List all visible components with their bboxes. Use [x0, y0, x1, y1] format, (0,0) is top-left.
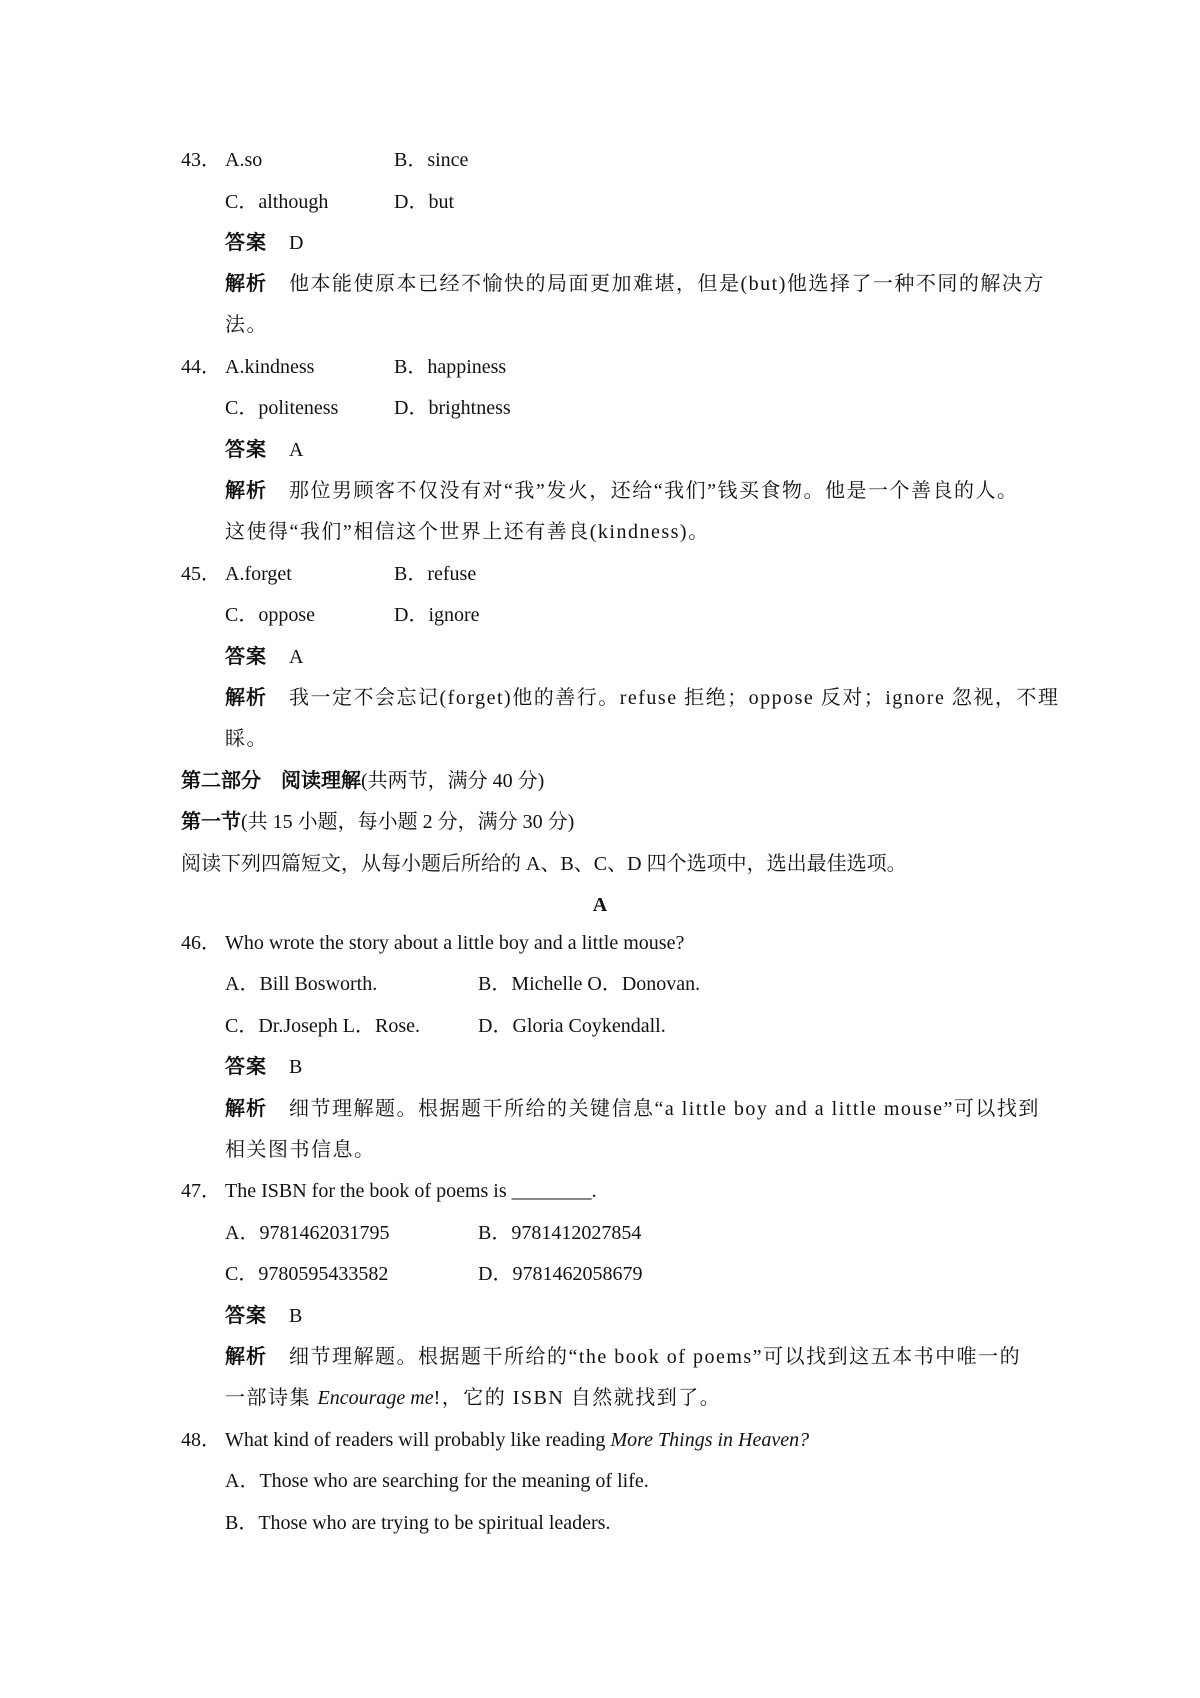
option-b: B．happiness: [394, 356, 507, 378]
answer-label: 答案: [225, 646, 267, 668]
part-score: (共两节，满分 40 分): [361, 770, 545, 792]
question-number: 48．: [181, 1429, 221, 1451]
analysis-label: 解析: [225, 687, 267, 709]
option-b: B．9781412027854: [478, 1222, 642, 1244]
option-d: D．but: [394, 191, 454, 213]
option-a: A.forget: [225, 563, 292, 585]
answer-label: 答案: [225, 439, 267, 461]
option-a: A.kindness: [225, 356, 315, 378]
answer-value: A: [289, 439, 304, 461]
analysis-text-part: 一部诗集: [225, 1387, 318, 1409]
answer-line: [225, 645, 303, 669]
reading-instruction: 阅读下列四篇短文，从每小题后所给的 A、B、C、D 四个选项中，选出最佳选项。: [181, 853, 907, 875]
question-stem: The ISBN for the book of poems is ________.: [225, 1180, 597, 1202]
analysis-line: [225, 686, 1059, 710]
option-c: C．Dr.Joseph L．Rose.: [225, 1015, 420, 1037]
answer-value: A: [289, 646, 304, 668]
question-number: 47．: [181, 1180, 221, 1202]
analysis-text-part: !，它的 ISBN 自然就找到了。: [433, 1387, 722, 1409]
analysis-label: 解析: [225, 480, 267, 502]
part-title: 第二部分 阅读理解: [181, 770, 361, 792]
analysis-text: 他本能使原本已经不愉快的局面更加难堪，但是(but)他选择了一种不同的解决方: [289, 273, 1045, 295]
section-heading: [181, 810, 574, 834]
answer-value: B: [289, 1305, 303, 1327]
analysis-text-continued: 相关图书信息。: [225, 1139, 376, 1161]
option-b: B．refuse: [394, 563, 477, 585]
analysis-label: 解析: [225, 1346, 267, 1368]
analysis-text: 我一定不会忘记(forget)他的善行。refuse 拒绝；oppose 反对；ignore 忽视，不理: [289, 687, 1060, 709]
analysis-text: 那位男顾客不仅没有对“我”发火，还给“我们”钱买食物。他是一个善良的人。: [289, 480, 1019, 502]
option-c: C．9780595433582: [225, 1263, 389, 1285]
analysis-line: [225, 1345, 1021, 1369]
option-d: D．brightness: [394, 397, 511, 419]
section-title: 第一节: [181, 811, 241, 833]
answer-line: [225, 1055, 302, 1079]
question-stem-text: What kind of readers will probably like reading: [225, 1429, 611, 1451]
analysis-text: 细节理解题。根据题干所给的关键信息“a little boy and a little mouse”可以找到: [289, 1098, 1040, 1120]
answer-label: 答案: [225, 232, 267, 254]
answer-value: D: [289, 232, 304, 254]
option-d: D．9781462058679: [478, 1263, 643, 1285]
question-number: 45．: [181, 563, 221, 585]
option-a: A．Bill Bosworth.: [225, 973, 378, 995]
option-d: D．Gloria Coykendall.: [478, 1015, 666, 1037]
option-b: B．Those who are trying to be spiritual leaders.: [225, 1512, 611, 1534]
option-a: A．Those who are searching for the meaning of life.: [225, 1470, 649, 1492]
analysis-label: 解析: [225, 1098, 267, 1120]
option-d: D．ignore: [394, 604, 480, 626]
analysis-text-continued: 这使得“我们”相信这个世界上还有善良(kindness)。: [225, 521, 710, 543]
option-c: C．politeness: [225, 397, 339, 419]
book-title: Encourage me: [317, 1387, 434, 1409]
option-a: A．9781462031795: [225, 1222, 390, 1244]
analysis-line: [225, 1097, 1040, 1121]
answer-line: [225, 1304, 302, 1328]
book-title: More Things in Heaven?: [610, 1429, 810, 1451]
part-heading: [181, 769, 544, 793]
analysis-line: [225, 479, 1019, 503]
answer-value: B: [289, 1056, 303, 1078]
answer-line: [225, 438, 303, 462]
answer-label: 答案: [225, 1305, 267, 1327]
answer-line: [225, 231, 303, 255]
analysis-line: [225, 272, 1045, 296]
question-number: 43．: [181, 149, 221, 171]
option-c: C．although: [225, 191, 329, 213]
option-b: B．Michelle O．Donovan.: [478, 973, 701, 995]
option-a: A.so: [225, 149, 263, 171]
passage-letter: A: [592, 894, 608, 916]
answer-label: 答案: [225, 1056, 267, 1078]
analysis-text: 细节理解题。根据题干所给的“the book of poems”可以找到这五本书中唯一的: [289, 1346, 1022, 1368]
question-stem: [225, 1428, 809, 1452]
section-score: (共 15 小题，每小题 2 分，满分 30 分): [241, 811, 575, 833]
question-number: 46．: [181, 932, 221, 954]
question-number: 44．: [181, 356, 221, 378]
option-c: C．oppose: [225, 604, 315, 626]
analysis-text-continued: 睬。: [225, 728, 268, 750]
question-stem: Who wrote the story about a little boy and a little mouse?: [225, 932, 685, 954]
analysis-text-continued: 法。: [225, 314, 268, 336]
option-b: B．since: [394, 149, 469, 171]
analysis-label: 解析: [225, 273, 267, 295]
analysis-text-continued: [225, 1386, 721, 1410]
